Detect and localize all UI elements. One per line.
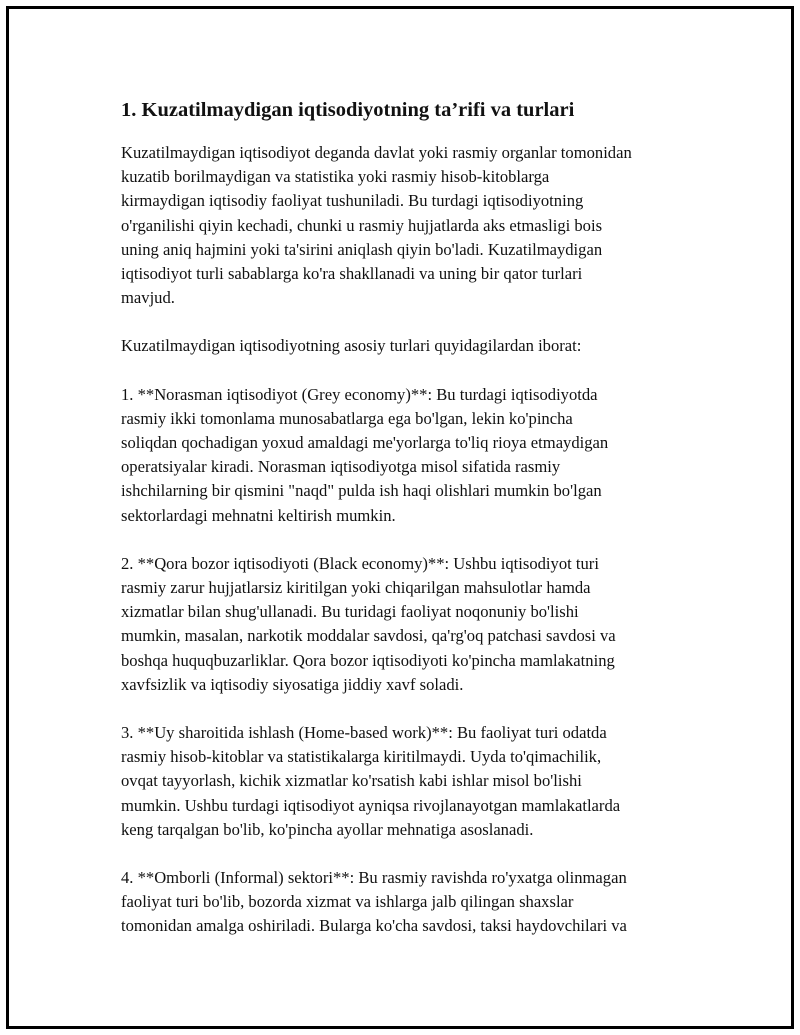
text-line: boshqa huquqbuzarliklar. Qora bozor iqtisodiyoti ko'pincha mamlakatning [121, 650, 615, 670]
section-heading: 1. Kuzatilmaydigan iqtisodiyotning ta’rifi va turlari [121, 99, 575, 121]
paragraph [121, 383, 696, 528]
paragraph [121, 552, 696, 697]
text-line: rasmiy zarur hujjatlarsiz kiritilgan yoki chiqarilgan mahsulotlar hamda [121, 578, 591, 598]
text-line: 2. **Qora bozor iqtisodiyoti (Black economy)**: Ushbu iqtisodiyot turi [121, 553, 599, 573]
paragraph-list [121, 141, 696, 939]
text-line: mumkin, masalan, narkotik moddalar savdosi, qa'rg'oq patchasi savdosi va [121, 626, 616, 646]
text-line: Kuzatilmaydigan iqtisodiyotning asosiy turlari quyidagilardan iborat: [121, 336, 582, 356]
text-line: 1. **Norasman iqtisodiyot (Grey economy)**: Bu turdagi iqtisodiyotda [121, 384, 598, 404]
text-line: Kuzatilmaydigan iqtisodiyot deganda davlat yoki rasmiy organlar tomonidan [121, 143, 632, 162]
text-line: faoliyat turi bo'lib, bozorda xizmat va ishlarga jalb qilingan shaxslar [121, 892, 574, 912]
text-line: operatsiyalar kiradi. Norasman iqtisodiyotga misol sifatida rasmiy [121, 457, 561, 477]
page-frame [6, 6, 794, 1029]
text-line: iqtisodiyot turli sabablarga ko'ra shakllanadi va uning bir qator turlari [121, 264, 583, 284]
text-line: rasmiy hisob-kitoblar va statistikalarga kiritilmaydi. Uyda to'qimachilik, [121, 747, 602, 767]
text-line: soliqdan qochadigan yoxud amaldagi me'yorlarga to'liq rioya etmaydigan [121, 433, 609, 453]
text-line: 4. **Omborli (Informal) sektori**: Bu rasmiy ravishda ro'yxatga olinmagan [121, 868, 627, 888]
document-body [121, 97, 696, 963]
text-line: uning aniq hajmini yoki ta'sirini aniqlash qiyin bo'ladi. Kuzatilmaydigan [121, 239, 603, 259]
text-line: keng tarqalgan bo'lib, ko'pincha ayollar mehnatiga asoslanadi. [121, 819, 534, 839]
text-line: ovqat tayyorlash, kichik xizmatlar ko'rsatish kabi ishlar misol bo'lishi [121, 771, 582, 791]
paragraph [121, 866, 696, 939]
text-line: o'rganilishi qiyin kechadi, chunki u rasmiy hujjatlarda aks etmasligi bois [121, 215, 603, 235]
paragraph [121, 141, 696, 310]
text-line: mavjud. [121, 288, 175, 308]
text-line: kuzatib borilmaydigan va statistika yoki rasmiy hisob-kitoblarga [121, 167, 550, 187]
text-line: ishchilarning bir qismini "naqd" pulda ish haqi olishlari mumkin bo'lgan [121, 481, 602, 501]
text-line: xavfsizlik va iqtisodiy siyosatiga jiddiy xavf soladi. [121, 674, 464, 694]
text-line: xizmatlar bilan shug'ullanadi. Bu turidagi faoliyat noqonuniy bo'lishi [121, 602, 579, 622]
text-line: mumkin. Ushbu turdagi iqtisodiyot ayniqsa rivojlanayotgan mamlakatlarda [121, 795, 621, 815]
paragraph [121, 334, 696, 358]
text-line: kirmaydigan iqtisodiy faoliyat tushuniladi. Bu turdagi iqtisodiyotning [121, 191, 584, 211]
text-line: 3. **Uy sharoitida ishlash (Home-based work)**: Bu faoliyat turi odatda [121, 723, 607, 743]
paragraph [121, 721, 696, 842]
text-line: tomonidan amalga oshiriladi. Bularga ko'cha savdosi, taksi haydovchilari va [121, 916, 627, 936]
text-line: sektorlardagi mehnatni keltirish mumkin. [121, 505, 396, 525]
text-line: rasmiy ikki tomonlama munosabatlarga ega bo'lgan, lekin ko'pincha [121, 408, 573, 428]
